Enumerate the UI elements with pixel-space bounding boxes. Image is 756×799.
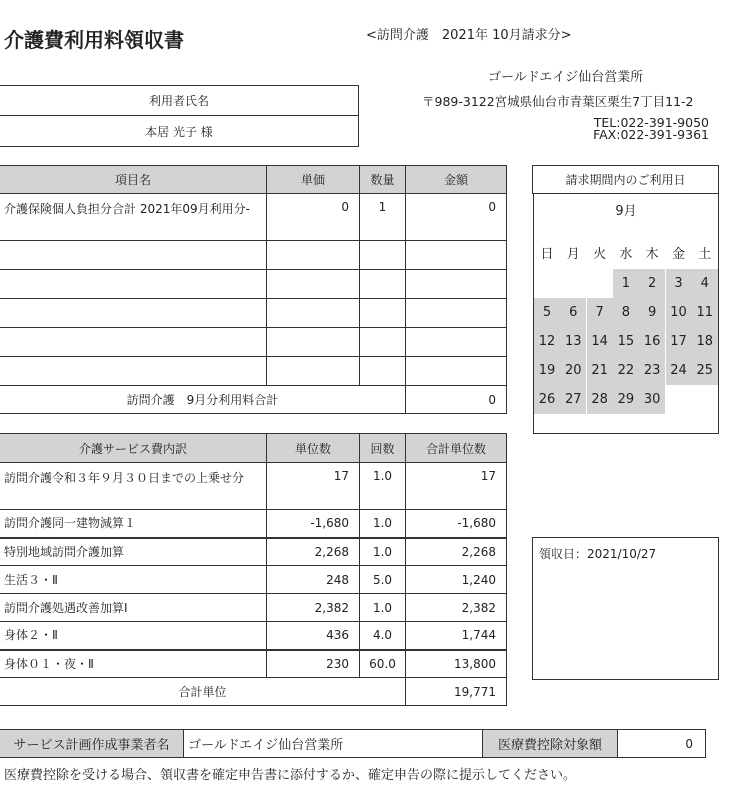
charges-header-amount: 金額 [406, 166, 507, 194]
calendar-weekday: 火 [593, 247, 607, 262]
charge-item-name: 介護保険個人負担分合計 2021年09月利用分- [0, 194, 267, 241]
service-name: 特別地域訪問介護加算 [0, 538, 267, 566]
calendar-weekday: 水 [619, 247, 633, 262]
service-count: 1.0 [360, 538, 406, 566]
calendar-weekday: 日 [540, 247, 554, 262]
service-name: 訪問介護処遇改善加算Ⅰ [0, 594, 267, 622]
charge-item-qty: 1 [360, 194, 406, 241]
calendar-day: 5 [534, 298, 560, 327]
footer-table [0, 729, 706, 758]
service-total: 2,382 [406, 594, 507, 622]
user-box [0, 85, 359, 147]
calendar-day: 25 [692, 356, 718, 385]
user-name: 本居 光子 様 [0, 116, 359, 147]
services-header-total: 合計単位数 [406, 434, 507, 463]
table-row [0, 566, 507, 594]
service-count: 1.0 [360, 594, 406, 622]
calendar-day: 6 [560, 298, 586, 327]
service-total: 2,268 [406, 538, 507, 566]
plan-provider-value: ゴールドエイジ仙台営業所 [184, 730, 483, 758]
charges-header-price: 単価 [267, 166, 360, 194]
calendar-day: 24 [666, 356, 692, 385]
charges-table [0, 165, 507, 414]
table-row [0, 270, 507, 299]
service-total: 1,744 [406, 622, 507, 650]
service-count: 1.0 [360, 463, 406, 510]
service-name: 身体０１・夜・Ⅱ [0, 650, 267, 678]
calendar-day: 17 [666, 327, 692, 356]
charges-header-qty: 数量 [360, 166, 406, 194]
services-header-count: 回数 [360, 434, 406, 463]
usage-calendar [533, 193, 719, 434]
table-row [0, 463, 507, 510]
table-row [0, 241, 507, 270]
charges-header-item: 項目名 [0, 166, 267, 194]
calendar-day: 3 [666, 269, 692, 298]
calendar-day: 15 [613, 327, 639, 356]
calendar-weekday: 木 [645, 247, 659, 262]
services-table [0, 433, 507, 706]
service-name: 訪問介護令和３年９月３０日までの上乗せ分 [0, 463, 267, 510]
calendar-day: 16 [639, 327, 665, 356]
receipt-date: 領収日：2021/10/27 [539, 547, 657, 561]
service-units: 230 [267, 650, 360, 678]
calendar-day: 9 [639, 298, 665, 327]
service-total: -1,680 [406, 510, 507, 538]
receipt-box [532, 537, 719, 680]
table-row [0, 510, 507, 538]
table-row [0, 622, 507, 650]
calendar-day: 29 [613, 385, 639, 414]
calendar-day: 19 [534, 356, 560, 385]
provider-fax: FAX:022-391-9361 [593, 127, 709, 142]
table-row [0, 538, 507, 566]
provider-name: ゴールドエイジ仙台営業所 [488, 70, 644, 85]
calendar-day: 21 [587, 356, 613, 385]
service-count: 4.0 [360, 622, 406, 650]
provider-contact [593, 117, 709, 141]
charge-item-price: 0 [267, 194, 360, 241]
billing-period-note: <訪問介護 2021年 10月請求分> [366, 28, 572, 43]
footer-note: 医療費控除を受ける場合、領収書を確定申告書に添付するか、確定申告の際に提示してください。 [4, 768, 577, 783]
table-row [0, 650, 507, 678]
calendar-day: 4 [692, 269, 718, 298]
charges-total-label: 訪問介護 9月分利用料合計 [0, 386, 406, 414]
plan-provider-label: サービス計画作成事業者名 [0, 730, 184, 758]
service-units: 436 [267, 622, 360, 650]
service-units: 248 [267, 566, 360, 594]
service-name: 生活３・Ⅱ [0, 566, 267, 594]
calendar-day: 8 [613, 298, 639, 327]
calendar-day: 30 [639, 385, 665, 414]
service-count: 60.0 [360, 650, 406, 678]
calendar-day: 20 [560, 356, 586, 385]
service-total: 1,240 [406, 566, 507, 594]
calendar-day: 12 [534, 327, 560, 356]
calendar-day: 27 [560, 385, 586, 414]
services-total-label: 合計単位 [0, 678, 406, 706]
charge-item-amount: 0 [406, 194, 507, 241]
services-header-units: 単位数 [267, 434, 360, 463]
calendar-weekday: 月 [566, 247, 580, 262]
service-count: 5.0 [360, 566, 406, 594]
service-units: 17 [267, 463, 360, 510]
calendar-day: 18 [692, 327, 718, 356]
calendar-day: 13 [560, 327, 586, 356]
calendar-day: 14 [587, 327, 613, 356]
calendar-day: 28 [587, 385, 613, 414]
table-row [0, 194, 507, 241]
provider-address: 〒989-3122宮城県仙台市青葉区栗生7丁目11-2 [422, 94, 694, 109]
calendar-day: 1 [613, 269, 639, 298]
calendar-month: 9月 [615, 204, 637, 219]
service-name: 訪問介護同一建物減算１ [0, 510, 267, 538]
calendar-day: 26 [534, 385, 560, 414]
services-total-value: 19,771 [406, 678, 507, 706]
calendar-weekday: 金 [671, 247, 685, 262]
calendar-day: 23 [639, 356, 665, 385]
page-title: 介護費利用料領収書 [4, 28, 184, 52]
calendar-title: 請求期間内のご利用日 [533, 166, 719, 194]
calendar-day: 7 [587, 298, 613, 327]
user-name-label: 利用者氏名 [0, 86, 359, 116]
services-header-item: 介護サービス費内訳 [0, 434, 267, 463]
service-units: -1,680 [267, 510, 360, 538]
deduction-value: 0 [618, 730, 706, 758]
calendar-header [532, 165, 719, 194]
service-units: 2,268 [267, 538, 360, 566]
service-units: 2,382 [267, 594, 360, 622]
calendar-weekday: 土 [698, 247, 712, 262]
calendar-day: 2 [639, 269, 665, 298]
calendar-day: 11 [692, 298, 718, 327]
service-total: 17 [406, 463, 507, 510]
calendar-day: 10 [666, 298, 692, 327]
table-row [0, 328, 507, 357]
charges-total-row [0, 386, 507, 414]
services-total-row [0, 678, 507, 706]
service-total: 13,800 [406, 650, 507, 678]
service-name: 身体２・Ⅱ [0, 622, 267, 650]
provider-tel: TEL:022-391-9050 [593, 115, 709, 130]
calendar-day: 22 [613, 356, 639, 385]
table-row [0, 357, 507, 386]
service-count: 1.0 [360, 510, 406, 538]
charges-total-value: 0 [406, 386, 507, 414]
deduction-label: 医療費控除対象額 [483, 730, 618, 758]
table-row [0, 594, 507, 622]
table-row [0, 299, 507, 328]
